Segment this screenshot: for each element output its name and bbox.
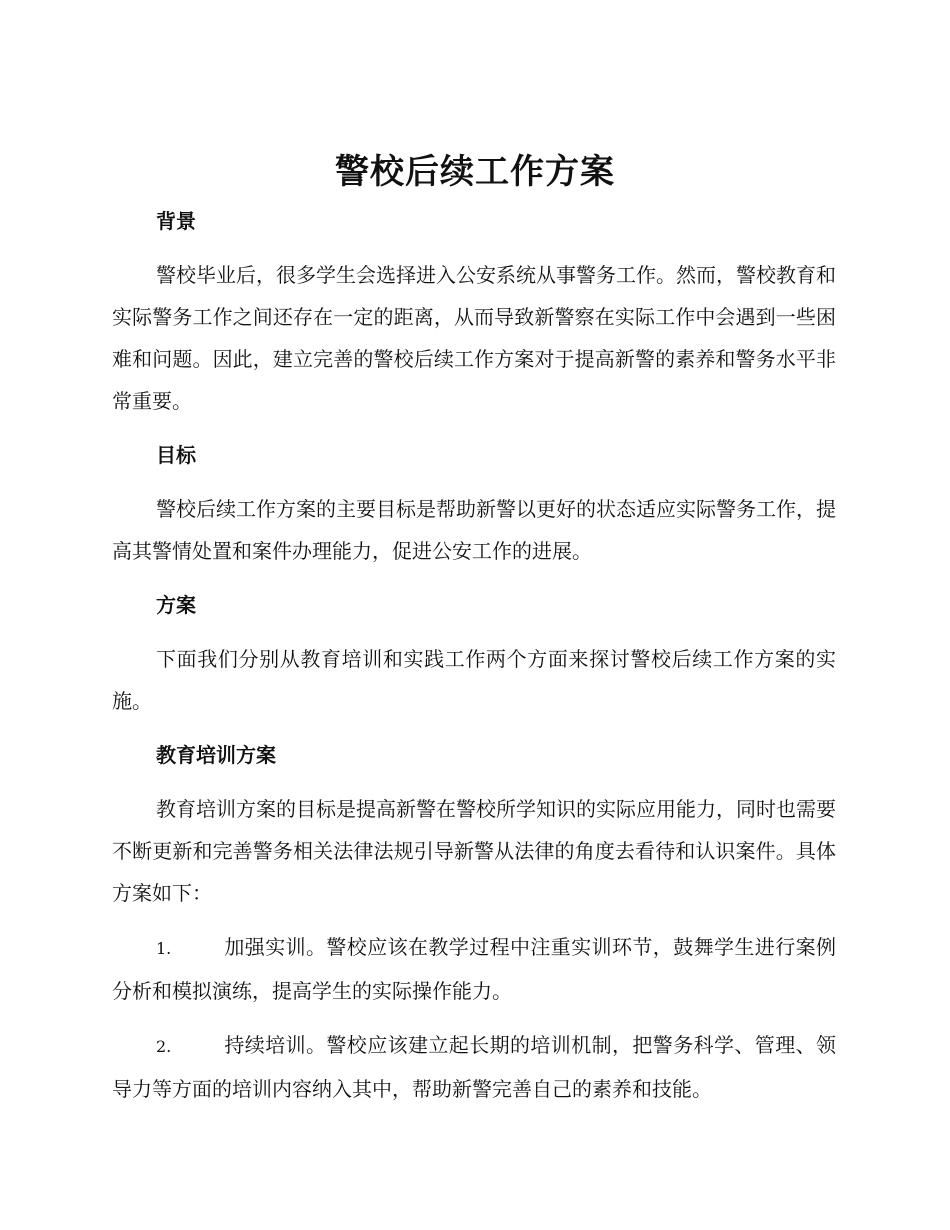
list-item-number: 2. [156, 1037, 172, 1056]
section-heading-training: 教育培训方案 [156, 743, 276, 767]
section-paragraph-plan: 下面我们分别从教育培训和实践工作两个方面来探讨警校后续工作方案的实施。 [112, 647, 836, 713]
list-item [112, 1024, 836, 1110]
section-heading-plan: 方案 [156, 593, 196, 617]
list-item-text: 加强实训。警校应该在教学过程中注重实训环节，鼓舞学生进行案例分析和模拟演练，提高学生的实际操作能力。 [112, 935, 836, 1003]
section-paragraph-background: 警校毕业后，很多学生会选择进入公安系统从事警务工作。然而，警校教育和实际警务工作之间还存在一定的距离，从而导致新警察在实际工作中会遇到一些困难和问题。因此，建立完善的警校后续工作方案对于提高新警的素养和警务水平非常重要。 [112, 263, 836, 413]
section-paragraph-training: 教育培训方案的目标是提高新警在警校所学知识的实际应用能力，同时也需要不断更新和完善警务相关法律法规引导新警从法律的角度去看待和认识案件。具体方案如下： [112, 797, 836, 905]
section-heading-background: 背景 [156, 209, 196, 233]
document-title: 警校后续工作方案 [335, 152, 615, 192]
list-item-text: 持续培训。警校应该建立起长期的培训机制，把警务科学、管理、领导力等方面的培训内容纳入其中，帮助新警完善自己的素养和技能。 [112, 1033, 836, 1101]
list-item-number: 1. [156, 939, 172, 958]
section-paragraph-goal: 警校后续工作方案的主要目标是帮助新警以更好的状态适应实际警务工作，提高其警情处置和案件办理能力，促进公安工作的进展。 [112, 497, 836, 563]
section-heading-goal: 目标 [156, 443, 196, 467]
document-body [112, 200, 836, 1110]
list-item [112, 926, 836, 1012]
